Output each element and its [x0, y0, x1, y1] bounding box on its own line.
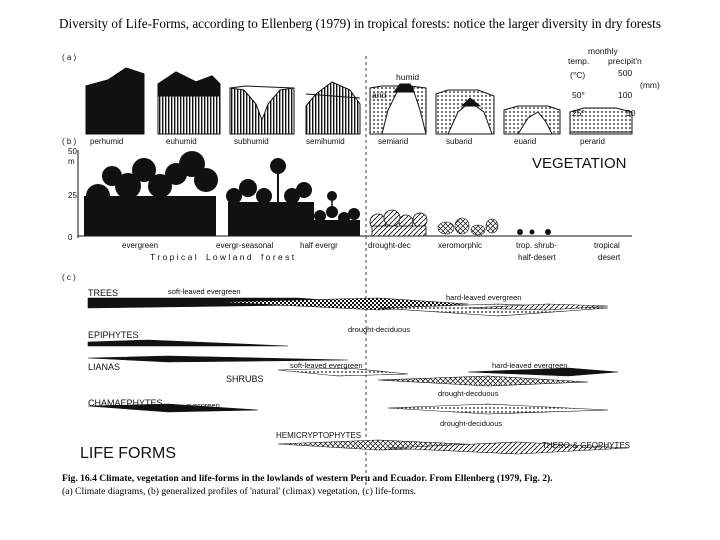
climate-diagram-euhumid	[158, 72, 220, 134]
climate-label: semiarid	[378, 137, 409, 146]
hemicryptophytes-label: HEMICRYPTOPHYTES	[276, 431, 362, 440]
profile-evergreen	[84, 151, 218, 236]
climate-label: euhumid	[166, 137, 197, 146]
profile-half-evergreen	[314, 191, 360, 236]
vegetation-label-line2: desert	[598, 253, 621, 262]
climate-diagrams	[86, 68, 632, 134]
chamaephytes-drought-label: drought-deciduous	[440, 419, 503, 428]
trees-drought-deciduous-label: drought-deciduous	[348, 325, 411, 334]
legend-temp-unit: (°C)	[570, 70, 586, 80]
thero-geophytes-label: THERO-& GEOPHYTES	[542, 441, 631, 450]
profile-shrub-half-desert	[517, 229, 551, 235]
climate-diagram-subarid	[436, 90, 494, 134]
arid-label: arid	[372, 90, 387, 100]
vegetation-label: evergreen	[122, 241, 159, 250]
climate-label: subarid	[446, 137, 473, 146]
legend-precip-unit: (mm)	[640, 80, 660, 90]
epiphytes-label: EPIPHYTES	[88, 330, 139, 340]
height-0-label: 0	[68, 233, 73, 242]
chamaephytes-label: CHAMAEPHYTES	[88, 398, 163, 408]
ellenberg-figure	[48, 46, 688, 508]
profile-drought-deciduous	[370, 210, 427, 236]
tropical-lowland-forest-label: T r o p i c a l L o w l a n d f o r e s t	[150, 252, 295, 262]
lianas-label: LIANAS	[88, 362, 121, 372]
shrubs-drought-label: drought-decduous	[438, 389, 499, 398]
legend-t25: 25°	[572, 108, 585, 118]
shrubs-label: SHRUBS	[226, 374, 264, 384]
slide-title: Diversity of Life-Forms, according to Ellenberg (1979) in tropical forests: notice the larger diversity in dry forests	[59, 16, 661, 31]
legend-p50: 50	[626, 108, 636, 118]
legend-t50: 50°	[572, 90, 585, 100]
caption-sub: (a) Climate diagrams, (b) generalized profiles of 'natural' (climax) vegetation, (c) life-forms.	[62, 486, 417, 497]
humid-label: humid	[396, 72, 420, 82]
climate-diagram-subhumid	[230, 86, 294, 134]
climate-legend	[568, 46, 660, 118]
climate-label: euarid	[514, 137, 537, 146]
climate-label: semihumid	[306, 137, 345, 146]
climate-diagram-semihumid	[306, 82, 360, 134]
trees-label: TREES	[88, 288, 119, 298]
vegetation-label: drought-dec	[368, 241, 411, 250]
height-25-label: 25	[68, 191, 77, 200]
caption-main: Fig. 16.4 Climate, vegetation and life-forms in the lowlands of western Peru and Ecuador. From Ellenberg (1979, Fig. 2).	[62, 473, 553, 484]
figure-caption	[62, 472, 662, 498]
panel-c-label: ( c )	[62, 273, 76, 282]
height-50-label: 50	[68, 147, 77, 156]
climate-label: subhumid	[234, 137, 269, 146]
vegetation-profiles	[84, 151, 551, 236]
climate-label: perhumid	[90, 137, 124, 146]
profile-xeromorphic	[438, 218, 498, 235]
legend-monthly: monthly	[588, 46, 618, 56]
legend-precip: precipit'n	[608, 56, 642, 66]
life-forms-heading: LIFE FORMS	[80, 445, 177, 462]
climate-label: perarid	[580, 137, 605, 146]
profile-evergreen-seasonal	[226, 158, 314, 236]
shrubs-hard-leaved-label: hard-leaved evergreen	[492, 361, 568, 370]
climate-diagram-euarid	[504, 106, 560, 134]
vegetation-label: tropical	[594, 241, 620, 250]
vegetation-label-line2: half-desert	[518, 253, 556, 262]
legend-temp: temp.	[568, 56, 590, 66]
trees-hard-leaved-label: hard-leaved evergreen	[446, 293, 522, 302]
climate-diagram-perhumid	[86, 68, 144, 134]
panel-a-label: ( a )	[62, 53, 77, 62]
chamaephytes-evergreen-label: evergreen	[186, 401, 220, 410]
legend-p100: 100	[618, 90, 633, 100]
climate-type-labels	[90, 137, 605, 146]
vegetation-label: evergr-seasonal	[216, 241, 274, 250]
panel-b-label: ( b )	[62, 137, 77, 146]
vegetation-label: half evergr	[300, 241, 338, 250]
vegetation-heading: VEGETATION	[532, 155, 627, 172]
shrubs-soft-leaved-label: soft-leaved evergreen	[290, 361, 363, 370]
height-unit-label: m	[68, 157, 75, 166]
figure-drawing	[48, 46, 688, 508]
vegetation-label: trop. shrub-	[516, 241, 557, 250]
vegetation-label: xeromorphic	[438, 241, 483, 250]
legend-p500: 500	[618, 68, 633, 78]
trees-soft-leaved-label: soft-leaved evergreen	[168, 287, 241, 296]
